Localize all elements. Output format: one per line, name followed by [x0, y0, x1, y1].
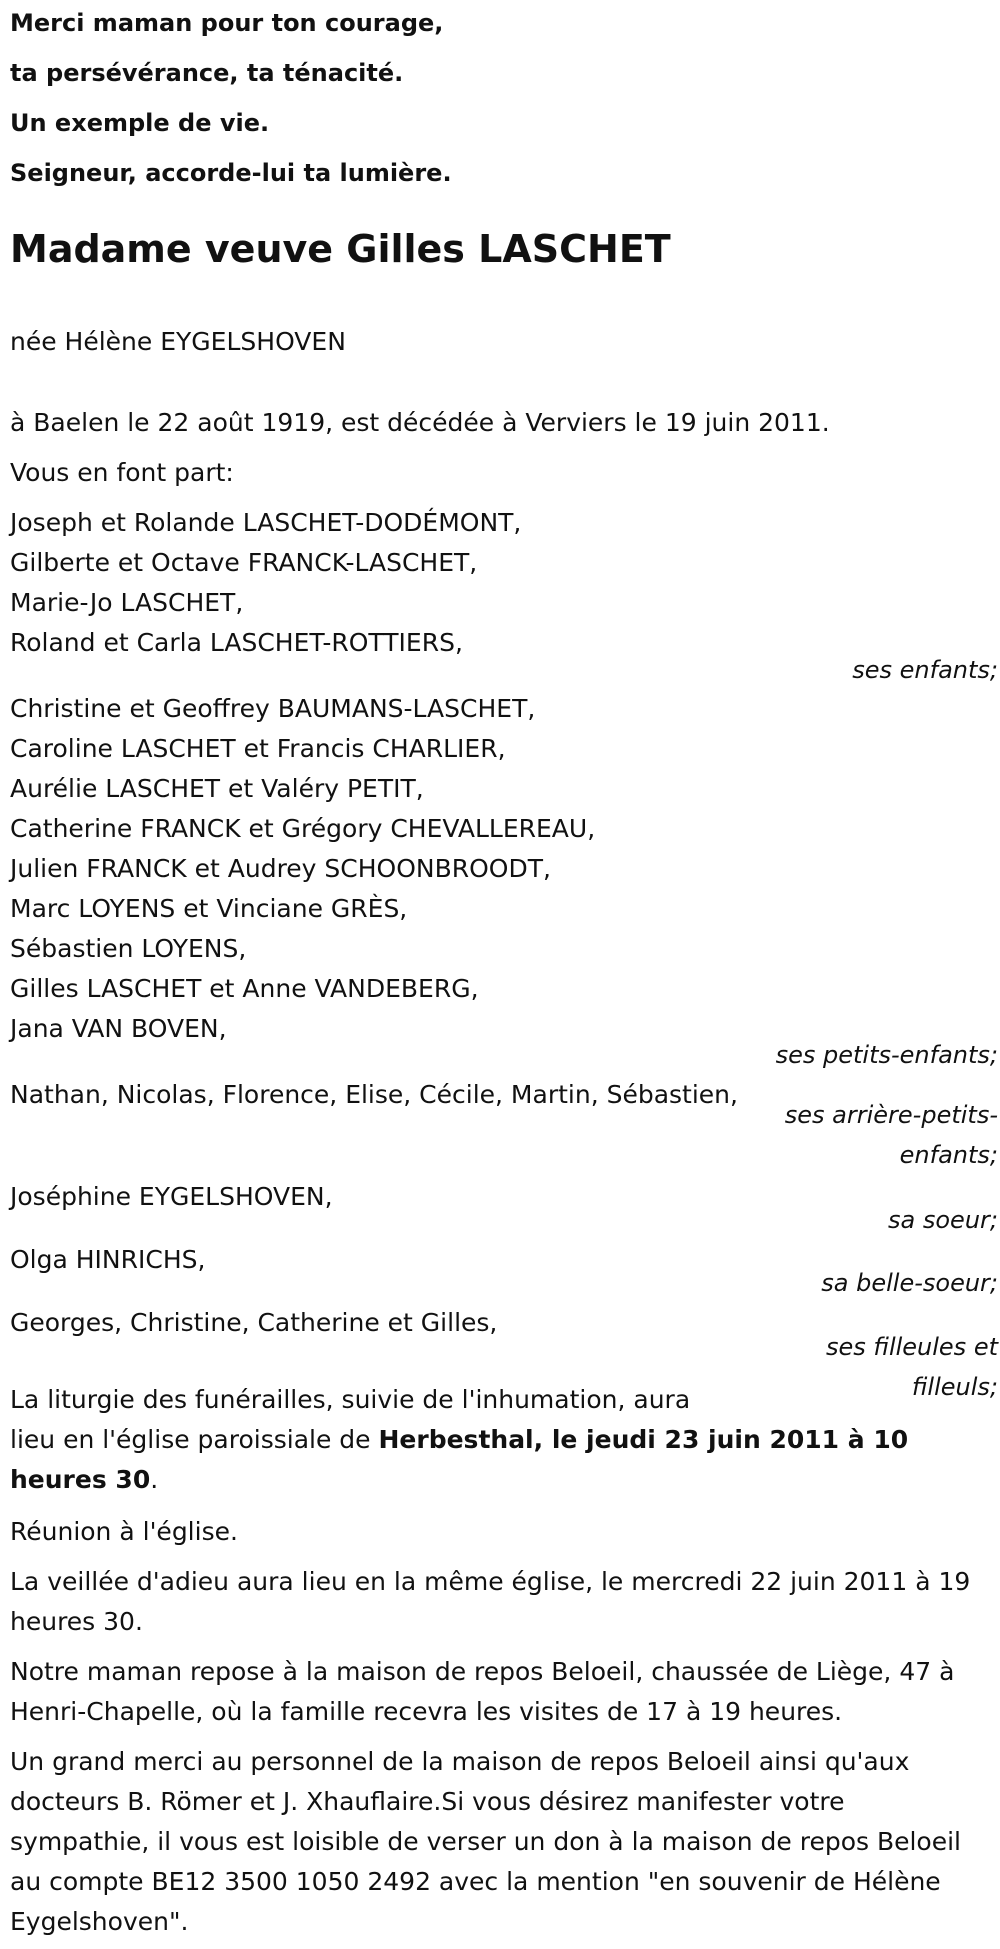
great-grandchildren-entry: Nathan, Nicolas, Florence, Elise, Cécile, Martin, Sébastien, [10, 1080, 738, 1109]
sister-role: sa soeur; [888, 1206, 998, 1234]
grandchild-entry: Gilles LASCHET et Anne VANDEBERG, [10, 974, 479, 1003]
funeral-line [10, 1460, 158, 1500]
grandchild-entry: Julien FRANCK et Audrey SCHOONBROODT, [10, 854, 551, 883]
deceased-name-title: Madame veuve Gilles LASCHET [10, 227, 671, 271]
grandchild-entry: Christine et Geoffrey BAUMANS-LASCHET, [10, 694, 536, 723]
rest-paragraph: Notre maman repose à la maison de repos Beloeil, chaussée de Liège, 47 à Henri-Chapelle, où la famille recevra les visites de 17 à 19 heures. [10, 1657, 955, 1726]
reunion-line: Réunion à l'église. [10, 1517, 238, 1546]
thanks-paragraph: Un grand merci au personnel de la maison de repos Beloeil ainsi qu'aux docteurs B. Römer et J. Xhauflaire.Si vous désirez manifester votre sympathie, il vous est loisible de verser un don à la maison de repos Beloeil au compte BE12 3500 1050 2492 avec la mention "en souvenir de Hélène Eygelshoven". [10, 1747, 962, 1936]
grandchild-entry: Sébastien LOYENS, [10, 934, 247, 963]
child-entry: Gilberte et Octave FRANCK-LASCHET, [10, 548, 478, 577]
sister-entry: Joséphine EYGELSHOVEN, [10, 1182, 333, 1211]
grandchildren-role: ses petits-enfants; [775, 1041, 998, 1069]
children-role: ses enfants; [852, 656, 998, 684]
godchildren-role: ses filleules et [826, 1333, 998, 1361]
sister-in-law-entry: Olga HINRICHS, [10, 1245, 206, 1274]
quote-line: Merci maman pour ton courage, [10, 9, 444, 37]
funeral-time: heures 30 [10, 1465, 151, 1494]
maiden-name: née Hélène EYGELSHOVEN [10, 327, 346, 356]
grandchild-entry: Jana VAN BOVEN, [10, 1014, 227, 1043]
godchildren-role-cont: filleuls; [911, 1373, 998, 1401]
intro-line: Vous en font part: [10, 458, 234, 487]
great-grandchildren-role-cont: enfants; [899, 1141, 998, 1169]
quote-line: Un exemple de vie. [10, 109, 270, 137]
grandchild-entry: Marc LOYENS et Vinciane GRÈS, [10, 894, 408, 923]
vigil-paragraph: La veillée d'adieu aura lieu en la même église, le mercredi 22 juin 2011 à 19 heures 30. [10, 1567, 971, 1636]
funeral-line: La liturgie des funérailles, suivie de l'inhumation, aura [10, 1385, 691, 1414]
quote-line: Seigneur, accorde-lui ta lumière. [10, 159, 452, 187]
funeral-line [10, 1420, 908, 1460]
child-entry: Joseph et Rolande LASCHET-DODÉMONT, [10, 508, 522, 537]
grandchild-entry: Aurélie LASCHET et Valéry PETIT, [10, 774, 424, 803]
funeral-text: . [150, 1465, 159, 1494]
godchildren-entry: Georges, Christine, Catherine et Gilles, [10, 1308, 498, 1337]
grandchild-entry: Catherine FRANCK et Grégory CHEVALLEREAU, [10, 814, 596, 843]
quote-line: ta persévérance, ta ténacité. [10, 59, 404, 87]
funeral-place-date: Herbesthal, le jeudi 23 juin 2011 à 10 [378, 1425, 909, 1454]
child-entry: Roland et Carla LASCHET-ROTTIERS, [10, 628, 463, 657]
sister-in-law-role: sa belle-soeur; [821, 1269, 998, 1297]
great-grandchildren-role: ses arrière-petits- [784, 1101, 998, 1129]
funeral-text: lieu en l'église paroissiale de [10, 1425, 379, 1454]
child-entry: Marie-Jo LASCHET, [10, 588, 244, 617]
birth-death-line: à Baelen le 22 août 1919, est décédée à Verviers le 19 juin 2011. [10, 408, 830, 437]
grandchild-entry: Caroline LASCHET et Francis CHARLIER, [10, 734, 506, 763]
